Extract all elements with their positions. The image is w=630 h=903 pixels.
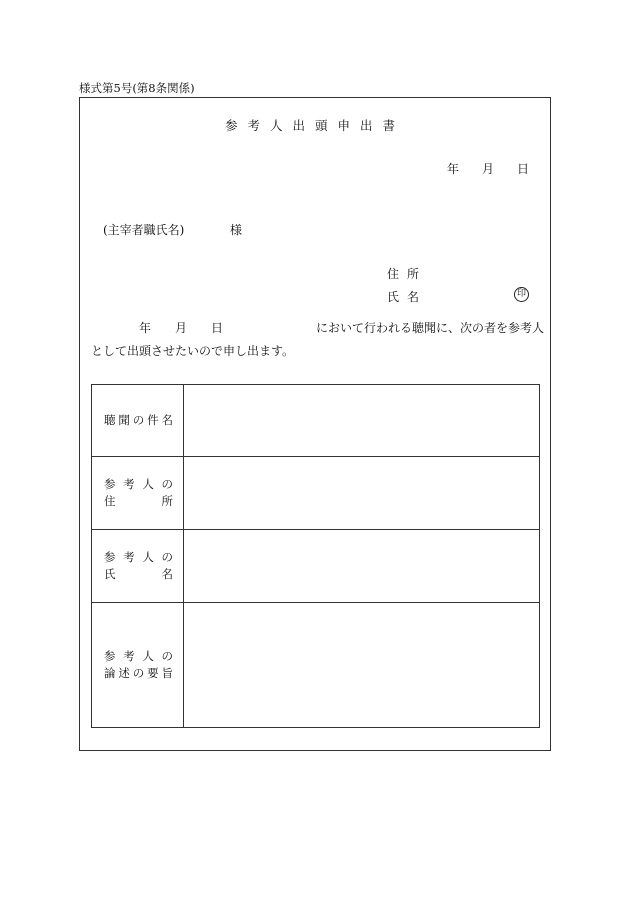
witness-info-table [91, 384, 540, 728]
table-row-statement-summary [92, 603, 540, 728]
date-month-label: 月 [482, 162, 495, 176]
body-date-month: 月 [175, 321, 188, 335]
name-label: 氏名 [387, 290, 428, 304]
date-year-label: 年 [447, 162, 460, 176]
table-row-witness-name [92, 530, 540, 603]
field-statement-summary[interactable] [184, 603, 540, 728]
addressee-placeholder: (主宰者職氏名) [103, 223, 185, 237]
label-hearing-title: 聴 聞 の 件 名 [92, 385, 184, 457]
document-title: 参考人出頭申出書 [224, 118, 405, 133]
seal-mark-icon: 印 [514, 287, 529, 302]
label-witness-address: 参 考 人 の 住 所 [92, 457, 184, 530]
body-line-2: として出頭させたいので申し出ます。 [91, 344, 295, 358]
address-label: 住所 [387, 267, 428, 281]
date-day-label: 日 [517, 162, 530, 176]
body-date-day: 日 [211, 321, 224, 335]
honorific: 様 [230, 223, 243, 237]
form-number-label: 様式第5号(第8条関係) [79, 81, 195, 95]
label-statement-summary: 参 考 人 の 論 述 の 要 旨 [92, 603, 184, 728]
table-row-witness-address [92, 457, 540, 530]
field-witness-name[interactable] [184, 530, 540, 603]
body-date-year: 年 [139, 321, 152, 335]
table-row-hearing-title [92, 385, 540, 457]
label-witness-name: 参 考 人 の 氏 名 [92, 530, 184, 603]
body-line-1: において行われる聴聞に、次の者を参考人 [316, 321, 545, 335]
field-hearing-title[interactable] [184, 385, 540, 457]
field-witness-address[interactable] [184, 457, 540, 530]
